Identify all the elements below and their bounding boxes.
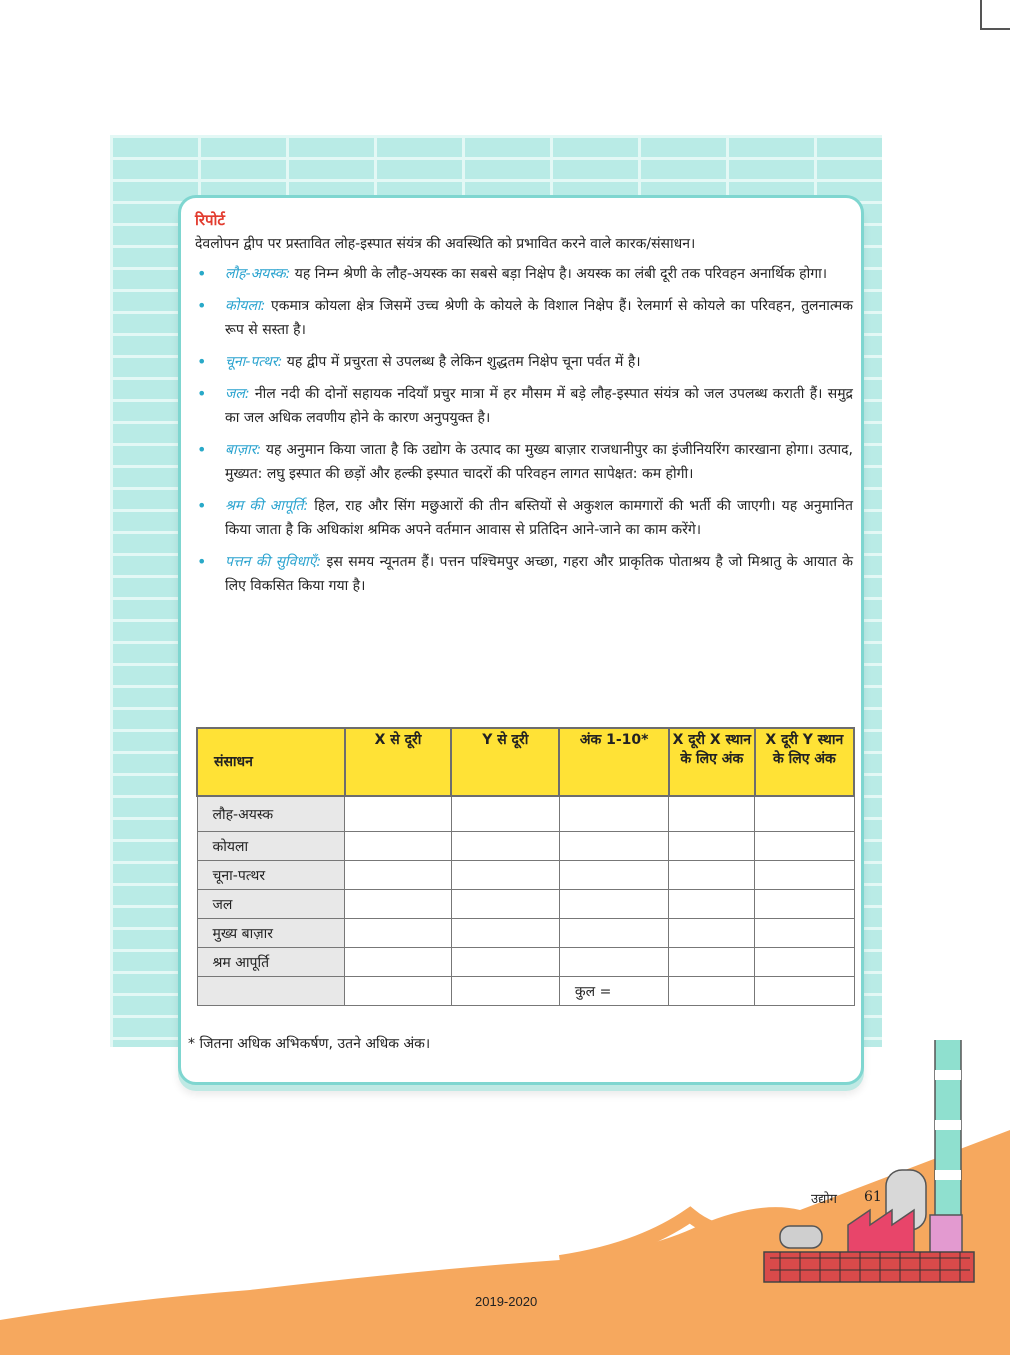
factor-term: लौह-अयस्क: [225,266,291,282]
value-cell[interactable] [451,832,559,861]
factor-text: यह द्वीप में प्रचुरता से उपलब्ध है लेकिन शुद्धतम निक्षेप चूना पर्वत में है। [282,354,641,370]
resource-cell: लौह-अयस्क [197,796,345,832]
value-cell[interactable] [755,861,854,890]
value-cell[interactable] [345,919,451,948]
factor-term: पत्तन की सुविधाएँ: [225,554,322,570]
value-cell[interactable] [451,919,559,948]
value-cell[interactable] [345,832,451,861]
bullet-icon: • [197,440,207,459]
value-cell[interactable] [669,832,755,861]
resource-cell: कोयला [197,832,345,861]
bullet-icon: • [197,384,207,403]
column-header: X दूरी Y स्थान के लिए अंक [755,728,854,796]
table-row [197,919,854,948]
resource-cell [197,977,345,1006]
value-cell[interactable] [345,861,451,890]
factor-term: चूना-पत्थर: [225,354,283,370]
factor-item [195,262,853,286]
factor-item [195,494,853,542]
value-cell[interactable] [345,796,451,832]
column-header: X दूरी X स्थान के लिए अंक [669,728,755,796]
value-cell[interactable] [559,919,669,948]
factor-text: एकमात्र कोयला क्षेत्र जिसमें उच्च श्रेणी के कोयले के विशाल निक्षेप हैं। रेलमार्ग से कोयले का परिवहन, तुलनात्मक रूप से सस्ता है। [225,298,853,338]
value-cell[interactable] [451,948,559,977]
value-cell[interactable] [345,977,451,1006]
column-header: अंक 1-10* [559,728,669,796]
footnote: * जितना अधिक अभिकर्षण, उतने अधिक अंक। [188,1036,431,1052]
factor-term: श्रम की आपूर्ति: [225,498,309,514]
bullet-icon: • [197,296,207,315]
value-cell[interactable] [559,948,669,977]
factor-item [195,438,853,486]
bullet-icon: • [197,552,207,571]
value-cell[interactable] [451,861,559,890]
value-cell[interactable]: कुल = [559,977,669,1006]
value-cell[interactable] [559,890,669,919]
factor-item [195,550,853,598]
table-row [197,796,854,832]
value-cell[interactable] [755,948,854,977]
value-cell[interactable] [669,919,755,948]
table-header-row [197,728,854,796]
value-cell[interactable] [755,890,854,919]
crop-mark-top [980,0,1010,30]
factor-text: हिल, राह और सिंग मछुआरों की तीन बस्तियों से अकुशल कामगारों की भर्ती की जाएगी। यह अनुमानित किया जाता है कि अधिकांश श्रमिक अपने वर्तमान आवास से प्रतिदिन आने-जाने का काम करेंगे। [225,498,853,538]
page-number: 61 [864,1189,882,1205]
column-header: X से दूरी [345,728,451,796]
report-content [195,208,853,606]
factor-text: नील नदी की दोनों सहायक नदियाँ प्रचुर मात्रा में हर मौसम में बड़े लौह-इस्पात संयंत्र को जल उपलब्ध कराती हैं। समुद्र का जल अधिक लवणीय होने के कारण अनुपयुक्त है। [225,386,853,426]
factor-term: बाज़ार: [225,442,262,458]
factor-item [195,294,853,342]
value-cell[interactable] [755,832,854,861]
value-cell[interactable] [669,861,755,890]
value-cell[interactable] [669,948,755,977]
table-row [197,977,854,1006]
value-cell[interactable] [559,796,669,832]
value-cell[interactable] [755,977,854,1006]
report-intro: देवलोपन द्वीप पर प्रस्तावित लोह-इस्पात संयंत्र की अवस्थिति को प्रभावित करने वाले कारक/संसाधन। [195,236,696,252]
value-cell[interactable] [451,796,559,832]
value-cell[interactable] [345,948,451,977]
value-cell[interactable] [559,832,669,861]
edition-year: 2019-2020 [475,1294,538,1309]
resource-cell: मुख्य बाज़ार [197,919,345,948]
factor-item [195,382,853,430]
table-row [197,861,854,890]
resource-cell: जल [197,890,345,919]
factor-list [195,262,853,598]
factor-term: जल: [225,386,250,402]
column-header: संसाधन [197,728,345,796]
resource-cell: चूना-पत्थर [197,861,345,890]
resource-cell: श्रम आपूर्ति [197,948,345,977]
resource-table [196,727,855,1006]
table-row [197,890,854,919]
value-cell[interactable] [669,890,755,919]
bullet-icon: • [197,352,207,371]
column-header: Y से दूरी [451,728,559,796]
value-cell[interactable] [755,796,854,832]
table-body [197,796,854,1006]
chapter-name: उद्योग [811,1192,838,1207]
value-cell[interactable] [345,890,451,919]
storage-tank [780,1226,822,1248]
table-row [197,832,854,861]
value-cell[interactable] [559,861,669,890]
value-cell[interactable] [451,977,559,1006]
table-row [197,948,854,977]
report-title: रिपोर्ट [195,211,225,229]
factor-term: कोयला: [225,298,266,314]
factor-text: इस समय न्यूनतम हैं। पत्तन पश्चिमपुर अच्छा, गहरा और प्राकृतिक पोताश्रय है जो मिश्रातु के आयात के लिए विकसित किया गया है। [225,554,853,594]
value-cell[interactable] [755,919,854,948]
bullet-icon: • [197,496,207,515]
value-cell[interactable] [669,796,755,832]
bullet-icon: • [197,264,207,283]
factory-base [764,1252,974,1282]
value-cell[interactable] [669,977,755,1006]
pink-tower [930,1215,962,1255]
factor-text: यह अनुमान किया जाता है कि उद्योग के उत्पाद का मुख्य बाज़ार राजधानीपुर का इंजीनियरिंग कारखाना होगा। उत्पाद, मुख्यत: लघु इस्पात की छड़ों और हल्की इस्पात चादरों की परिवहन लागत सापेक्षत: कम होगी। [225,442,853,482]
factor-item [195,350,853,374]
factor-text: यह निम्न श्रेणी के लौह-अयस्क का सबसे बड़ा निक्षेप है। अयस्क का लंबी दूरी तक परिवहन अनार्थिक होगा। [290,266,828,282]
value-cell[interactable] [451,890,559,919]
